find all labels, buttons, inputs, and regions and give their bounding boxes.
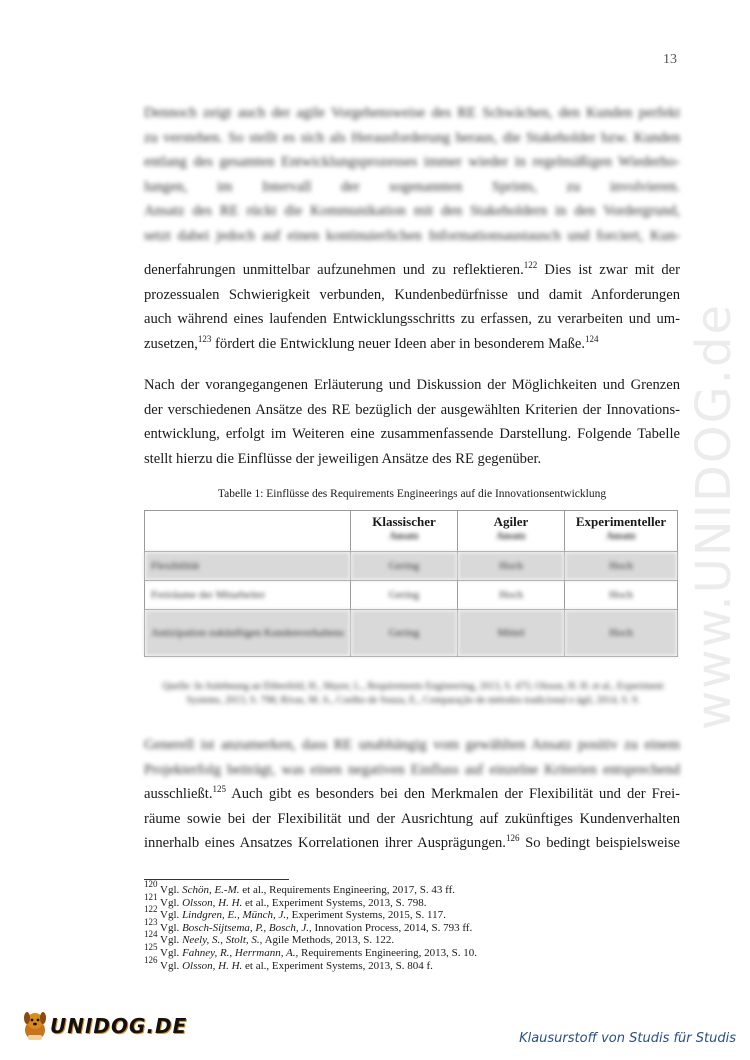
comparison-table [144, 510, 678, 657]
dog-icon [20, 1010, 50, 1042]
text-line: zu verstehen. So stellt es sich als Herausforderung heraus, die Stakeholder bzw. Kunden [144, 129, 680, 146]
footnote: $^{124}$ Vgl. Neely, S., Stolt, S., Agile Methods, 2013, S. 122. [144, 929, 395, 947]
text-line: Dennoch zeigt auch der agile Vorgehensweise des RE Schwächen, den Kunden perfekt [144, 105, 680, 121]
footnote: $^{120}$ Vgl. Schön, E.-M. et al., Requirements Engineering, 2017, S. 43 ff. [144, 879, 455, 896]
paragraph-2 [144, 373, 680, 471]
footnote-ref[interactable]: 123 [197, 333, 212, 344]
table-header-cell: Klassischer Ansatz [351, 511, 458, 552]
text-line: auch während eines laufenden Entwicklungsschritts zu erfassen, zu verarbeiten und um- [144, 311, 680, 328]
table-cell-criterion: Freiräume der Mitarbeiter [145, 581, 351, 610]
table-header-row [145, 511, 678, 552]
footer-tagline: Klausurstoff von Studis für Studis [519, 1031, 736, 1046]
watermark: www.UNIDOG.de [686, 302, 742, 730]
text-line: Projekterfolg beiträgt, was einen negativen Einfluss auf einzelne Kriterien entsprechend [144, 761, 680, 778]
table-cell: Hoch [458, 552, 565, 581]
table-cell-criterion: Antizipation zukünftigen Kundenverhaltens [145, 610, 351, 657]
table-cell: Gering [351, 610, 458, 657]
text-line: setzt dabei jedoch auf einen kontinuierlichen Informationsaustausch und forciert, Kun- [144, 227, 680, 244]
footnote-ref[interactable]: 125 [212, 784, 226, 795]
table-header-cell: Agiler Ansatz [458, 511, 565, 552]
text-line: innerhalb eines Ansatzes Korrelationen ihrer Ausprägungen.$^{126}$ So bedingt beispielsweise [144, 833, 680, 852]
logo-text: UNIDOG.DE [50, 1014, 188, 1038]
table-cell: Mittel [458, 610, 565, 657]
footnote-ref[interactable]: 126 [505, 833, 520, 844]
text-line: Generell ist anzumerken, dass RE unabhängig vom gewählten Ansatz positiv zu einem [144, 737, 680, 753]
table-cell: Hoch [565, 552, 678, 581]
table-source: Quelle: In Anlehnung an Ebbesfeld, H., Mayer, L., Requirements Engineering, 2013, S. 475; Olsson, H. H. et al., Experiment Systems, 2013, S. 798; Rivas, M. A., Coelho de Souza, E., Comparação de métodos tradicional e ágil, 2014, S. 9. [162, 681, 664, 706]
footnote: $^{122}$ Vgl. Lindgren, E., Münch, J., Experiment Systems, 2015, S. 117. [144, 904, 446, 922]
text-line: räume sowie bei der Flexibilität und der Ausrichtung auf zukünftiges Kundenverhalten [144, 810, 680, 827]
text-line: ausschließt.$^{125}$ Auch gibt es besonders bei den Merkmalen der Flexibilität und der Frei- [144, 784, 680, 803]
paragraph-3 [144, 733, 680, 856]
table-cell: Hoch [458, 581, 565, 610]
footnote-ref[interactable]: 122 [523, 260, 538, 270]
text-line: denerfahrungen unmittelbar aufzunehmen und zu reflektieren.$^{122}$ Dies ist zwar mit der [144, 260, 681, 278]
table-caption: Tabelle 1: Einflüsse des Requirements Engineerings auf die Innovationsentwicklung [217, 488, 607, 500]
footnote: $^{126}$ Vgl. Olsson, H. H. et al., Experiment Systems, 2013, S. 804 f. [144, 954, 433, 972]
table-header-cell: Experimenteller Ansatz [565, 511, 678, 552]
table-cell: Hoch [565, 581, 678, 610]
text-line: Nach der vorangegangenen Erläuterung und Diskussion der Möglichkeiten und Grenzen [144, 377, 680, 393]
footnote: $^{123}$ Vgl. Bosch-Sijtsema, P., Bosch, J., Innovation Process, 2014, S. 793 ff. [144, 916, 473, 934]
footnote-divider [144, 879, 289, 880]
blurred-intro-paragraph [144, 101, 680, 249]
text-line: der verschiedenen Ansätze des RE bezüglich der ausgewählten Kriterien der Innovations- [144, 401, 680, 418]
footnotes [144, 879, 684, 972]
table-corner-cell [145, 511, 351, 552]
footnote: $^{125}$ Vgl. Fahney, R., Herrmann, A., Requirements Engineering, 2013, S. 10. [144, 941, 477, 959]
unidog-logo[interactable] [20, 1010, 187, 1042]
footnote: $^{121}$ Vgl. Olsson, H. H. et al., Experiment Systems, 2013, S. 798. [144, 891, 427, 909]
text-line: entlang des gesamten Entwicklungsprozesses immer wieder in regelmäßigen Wiederho- [144, 154, 680, 171]
paragraph-1 [144, 258, 680, 356]
table-row [145, 581, 678, 610]
table-row [145, 552, 678, 581]
text-line: stellt hierzu die Einflüsse der jeweiligen Ansätze des RE gegenüber. [144, 450, 542, 467]
text-line: Ansatz des RE rückt die Kommunikation mit den Stakeholdern in den Vordergrund, [144, 203, 680, 220]
text-line: lungen, im Intervall der sogenannten Sprints, zu involvieren. [144, 178, 680, 195]
table-cell: Hoch [565, 610, 678, 657]
page-number: 13 [663, 52, 677, 67]
table-cell: Gering [351, 581, 458, 610]
text-line: prozessualen Schwierigkeit verbunden, Kundenbedürfnisse und damit Anforderungen [144, 286, 680, 303]
table-cell-criterion: Flexibilität [145, 552, 351, 581]
footnote-ref[interactable]: 124 [585, 333, 599, 344]
text-line: entwicklung, erfolgt im Weiteren eine zusammenfassende Darstellung. Folgende Tabelle [144, 426, 680, 443]
table-row [145, 610, 678, 657]
table-cell: Gering [351, 552, 458, 581]
text-line: zusetzen,$^{123}$ fördert die Entwicklung neuer Ideen aber in besonderem Maße.$^{124}$ [144, 333, 599, 352]
